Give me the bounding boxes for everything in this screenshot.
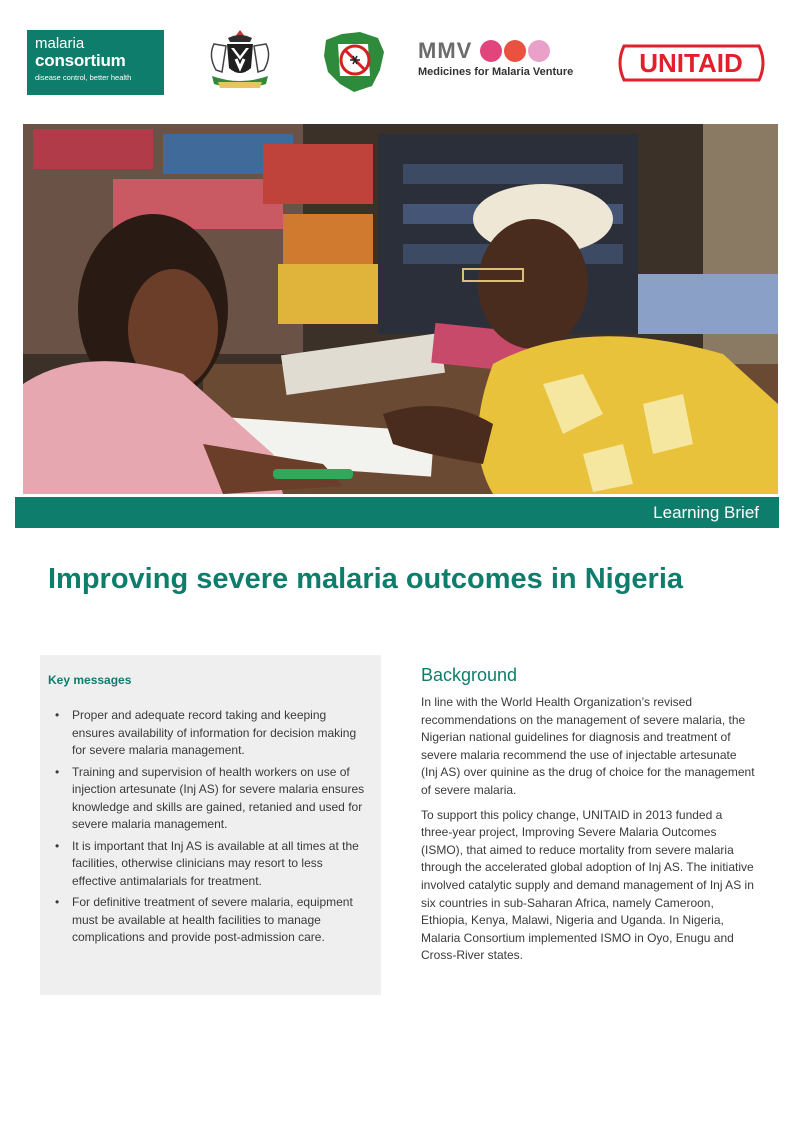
mmv-dots [480, 40, 550, 62]
bullet-icon: • [55, 708, 60, 722]
bullet-icon: • [55, 895, 60, 909]
mmv-subtitle: Medicines for Malaria Venture [418, 66, 574, 78]
hero-photo [23, 124, 778, 494]
page-title: Improving severe malaria outcomes in Nigeria [48, 563, 684, 595]
malaria-consortium-logo [27, 30, 164, 95]
logo-tagline: disease control, better health [35, 73, 132, 82]
health-worker-consultation-photo [23, 124, 778, 494]
bullet-icon: • [55, 838, 60, 853]
mmv-logo [418, 38, 593, 86]
unitaid-wordmark: UNITAID [639, 48, 743, 78]
logo-line-2: consortium [35, 51, 126, 70]
list-item [48, 838, 369, 891]
background-paragraph: To support this policy change, UNITAID in 2013 funded a three-year project, Improving Severe Malaria Outcomes (ISMO), that aimed to reduce mortality from severe malaria through the accelerated global adoption of Inj AS. The initiative involved catalytic supply and demand management of Inj AS in six countries in sub-Saharan Africa, namely Cameroon, Ethiopia, Kenya, Malawi, Nigeria and Uganda. In Nigeria, Malaria Consortium implemented ISMO in Oyo, Enugu and Cross-River states. [421, 807, 754, 963]
mmv-dot [528, 40, 550, 62]
list-item-text: For definitive treatment of severe malaria, equipment must be available at health facilities to manage complications and provide post-admission care. [72, 895, 353, 944]
background-paragraph: In line with the World Health Organization’s revised recommendations on the management of severe malaria, the Nigerian national guidelines for diagnosis and treatment of severe malaria recommend the use of injectable artesunate (Inj AS) over quinine as the drug of choice for the management of severe malaria. [421, 695, 755, 797]
list-item-text: It is important that Inj AS is available at all times at the facilities, otherwise clinicians may resort to less effective antimalarials for treatment. [72, 838, 359, 888]
unitaid-logo [614, 38, 769, 88]
list-item [48, 894, 369, 947]
banner-label: Learning Brief [653, 503, 759, 522]
key-messages-box [40, 655, 381, 995]
nigeria-coat-of-arms-icon [200, 26, 280, 96]
mmv-dot [480, 40, 502, 62]
mmv-wordmark: MMV [418, 38, 473, 63]
key-messages-list [48, 707, 369, 947]
list-item-text: Proper and adequate record taking and keeping ensures availability of information for decision making for severe malaria management. [72, 708, 357, 757]
list-item-text: Training and supervision of health workers on use of injection artesunate (Inj AS) for severe malaria ensures knowledge and skills are gained, retanied and used for severe malaria management. [72, 764, 365, 831]
background-heading: Background [421, 665, 518, 685]
logo-line-1: malaria [35, 35, 85, 52]
background-section [421, 665, 756, 972]
key-messages-heading: Key messages [48, 673, 132, 687]
learning-brief-banner [15, 497, 779, 528]
list-item [48, 764, 369, 834]
bullet-icon: • [55, 764, 60, 779]
mmv-dot [504, 40, 526, 62]
nigeria-map-no-mosquito-icon [320, 26, 390, 96]
list-item [48, 707, 369, 760]
